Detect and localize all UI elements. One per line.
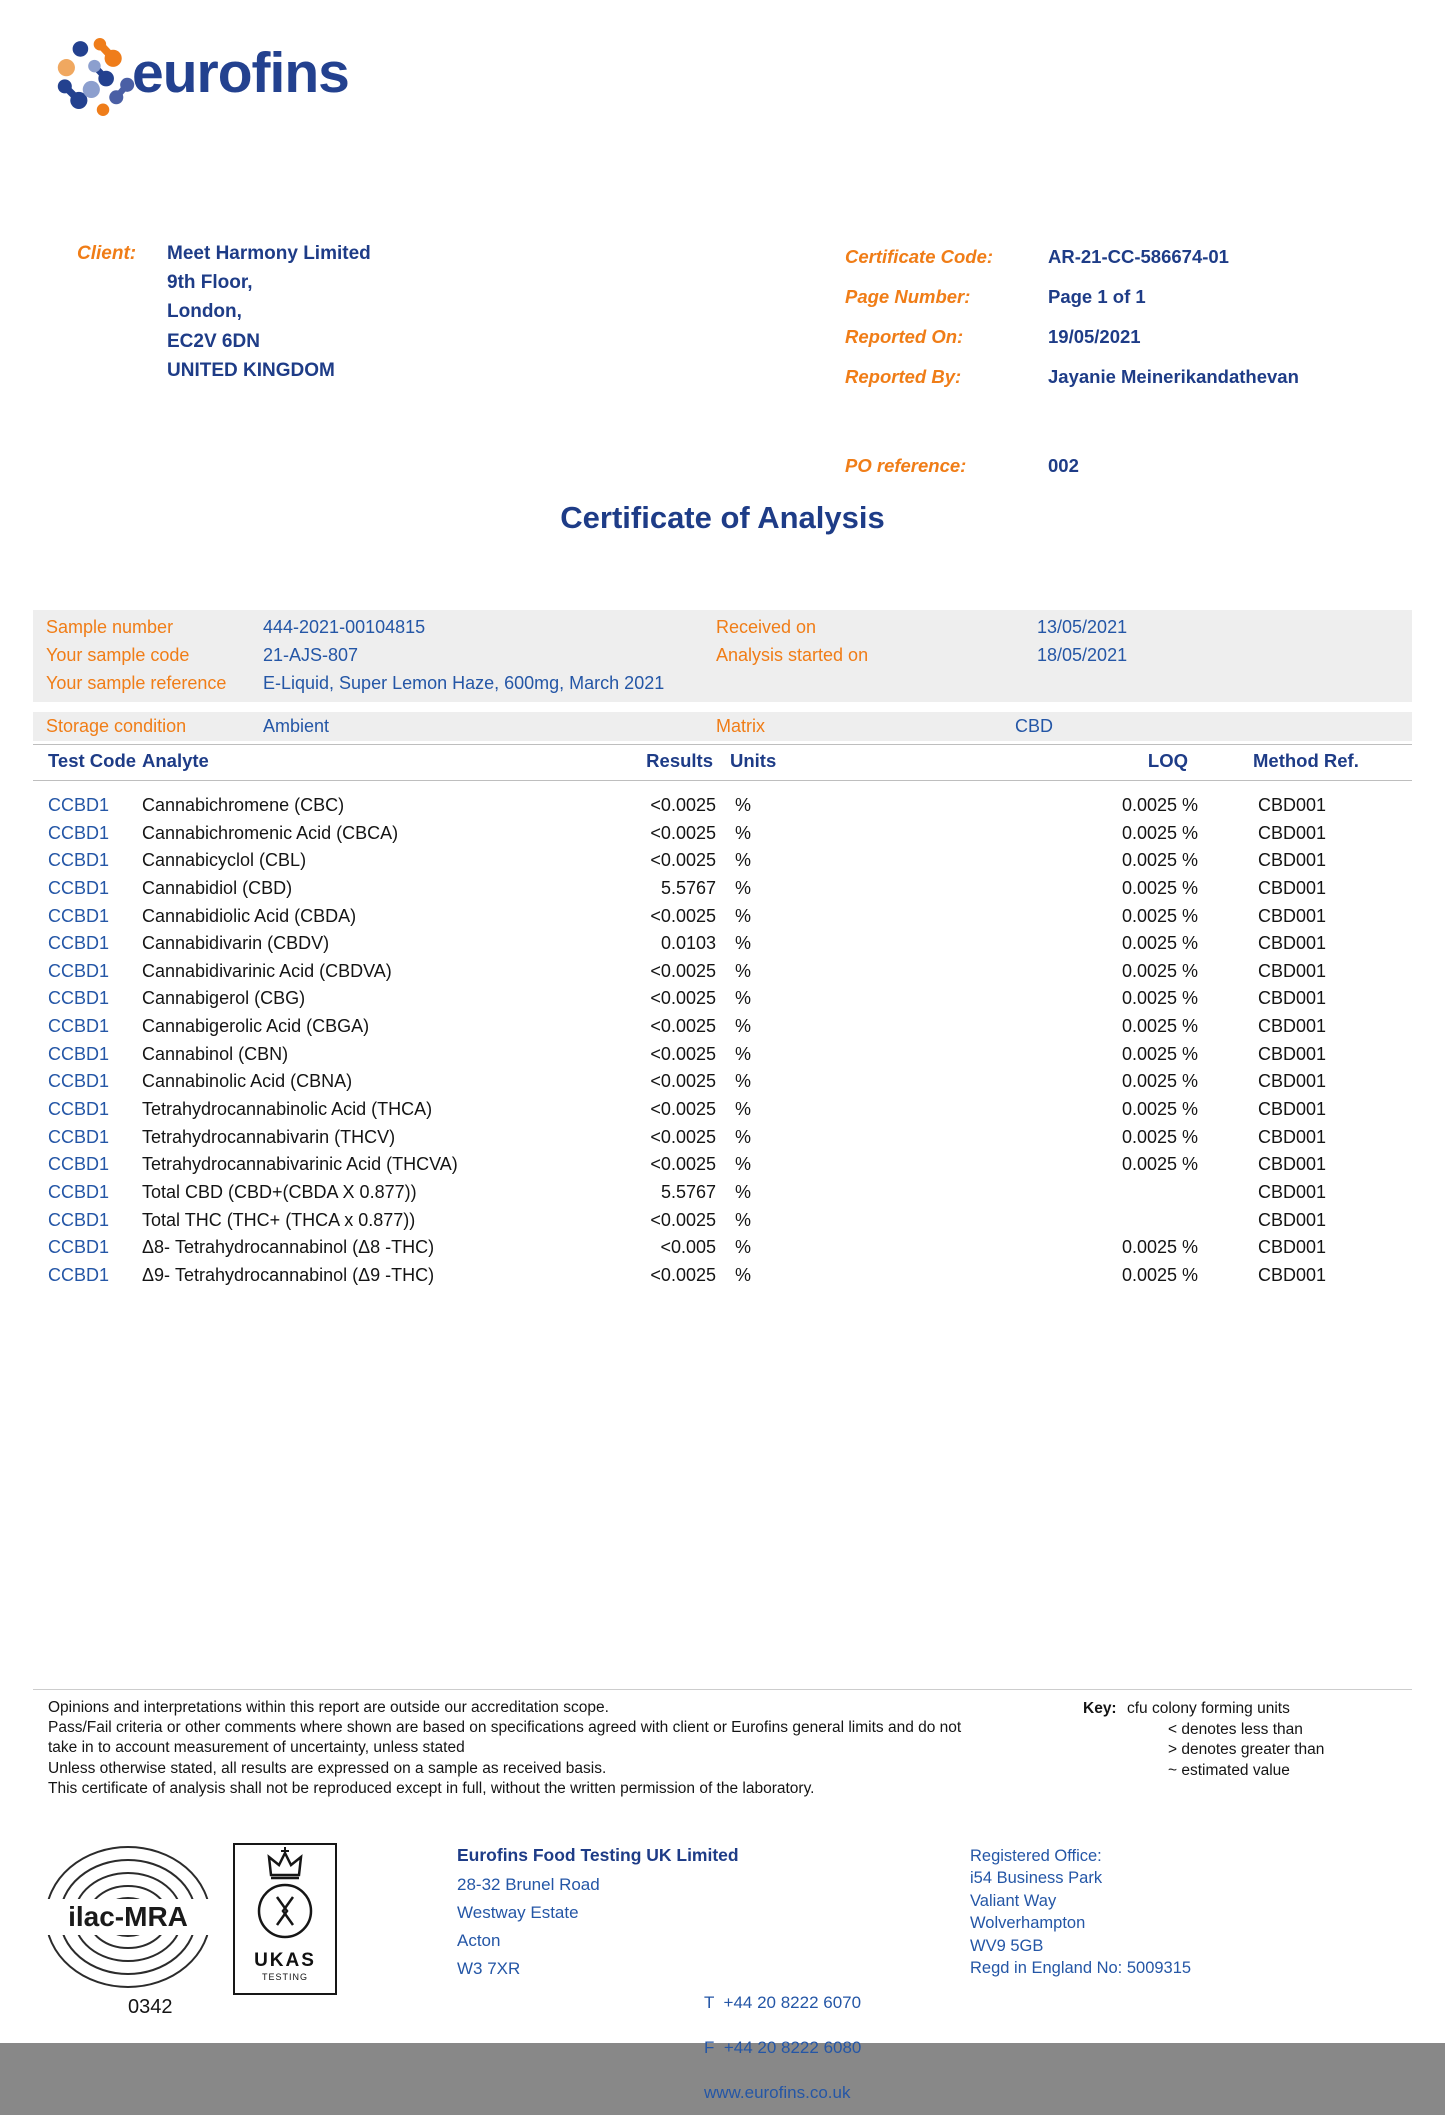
unit-cell: % [735, 1071, 752, 1092]
test-code-cell: CCBD1 [48, 988, 110, 1009]
test-code-cell: CCBD1 [48, 1126, 110, 1147]
result-row [0, 1262, 1445, 1290]
company-address-line: 28-32 Brunel Road [457, 1875, 600, 1894]
result-cell: <0.0025 [650, 822, 716, 843]
client-address-line: EC2V 6DN [167, 330, 260, 352]
test-code-cell: CCBD1 [48, 1043, 110, 1064]
po-reference-value: 002 [1048, 455, 1079, 476]
page-title: Certificate of Analysis [560, 500, 885, 535]
registered-office [970, 1845, 1191, 1979]
key-entries [1168, 1720, 1324, 1781]
unit-cell: % [735, 1099, 752, 1120]
unit-cell: % [735, 822, 752, 843]
analyte-cell: Δ9- Tetrahydrocannabinol (Δ9 -THC) [142, 1264, 435, 1285]
result-cell: <0.0025 [650, 1209, 716, 1230]
sample-field-value: 13/05/2021 [1037, 617, 1128, 637]
company-address-line: Acton [457, 1931, 501, 1950]
result-row [0, 1124, 1445, 1152]
meta-value: Page 1 of 1 [1048, 286, 1146, 307]
method-ref-cell: CBD001 [1258, 850, 1327, 871]
result-row [0, 1179, 1445, 1207]
unit-cell: % [735, 1126, 752, 1147]
result-row [0, 1013, 1445, 1041]
unit-cell: % [735, 933, 752, 954]
method-ref-cell: CBD001 [1258, 988, 1327, 1009]
loq-cell: 0.0025 % [1121, 877, 1198, 898]
loq-cell: 0.0025 % [1121, 905, 1198, 926]
contact-info [704, 1845, 861, 2115]
analyte-cell: Tetrahydrocannabivarinic Acid (THCVA) [142, 1154, 458, 1175]
result-cell: <0.0025 [650, 1099, 716, 1120]
test-code-cell: CCBD1 [48, 1264, 110, 1285]
sample-info-panel [33, 610, 1412, 702]
meta-value: Jayanie Meinerikandathevan [1048, 366, 1299, 387]
disclaimer-line: Unless otherwise stated, all results are expressed on a sample as received basis. [48, 1759, 607, 1777]
analyte-cell: Δ8- Tetrahydrocannabinol (Δ8 -THC) [142, 1237, 435, 1258]
result-cell: <0.0025 [650, 960, 716, 981]
eurofins-wordmark: eurofins [132, 41, 349, 105]
result-row [0, 958, 1445, 986]
key-entry: ~ estimated value [1168, 1761, 1290, 1779]
loq-cell: 0.0025 % [1121, 988, 1198, 1009]
meta-label: Certificate Code: [845, 246, 994, 267]
sample-field-value: 21-AJS-807 [263, 645, 359, 665]
matrix-value: CBD [1015, 716, 1054, 736]
method-ref-cell: CBD001 [1258, 1071, 1327, 1092]
analyte-cell: Cannabidivarin (CBDV) [142, 933, 330, 954]
result-cell: <0.0025 [650, 1126, 716, 1147]
method-ref-cell: CBD001 [1258, 822, 1327, 843]
result-cell: <0.005 [660, 1237, 716, 1258]
eurofins-molecule-icon [57, 38, 135, 121]
unit-cell: % [735, 960, 752, 981]
sample-field-value: 18/05/2021 [1037, 645, 1128, 665]
result-row [0, 792, 1445, 820]
method-ref-cell: CBD001 [1258, 1237, 1327, 1258]
test-code-cell: CCBD1 [48, 905, 110, 926]
client-label: Client: [77, 243, 137, 264]
method-ref-cell: CBD001 [1258, 795, 1327, 815]
footer-divider [33, 1689, 1412, 1690]
loq-cell: 0.0025 % [1121, 822, 1198, 843]
disclaimer-line: This certificate of analysis shall not be reproduced except in full, without the written permission of the laboratory. [48, 1779, 815, 1797]
ilac-mra-accreditation-stamp [42, 1843, 214, 1996]
analyte-cell: Cannabicyclol (CBL) [142, 850, 307, 871]
unit-cell: % [735, 877, 752, 898]
client-address-line: UNITED KINGDOM [167, 359, 335, 381]
method-ref-cell: CBD001 [1258, 960, 1327, 981]
test-code-cell: CCBD1 [48, 1099, 110, 1120]
test-code-cell: CCBD1 [48, 960, 110, 981]
result-cell: 5.5767 [660, 1181, 716, 1202]
unit-cell: % [735, 1043, 752, 1064]
loq-cell: 0.0025 % [1121, 850, 1198, 871]
loq-cell: 0.0025 % [1121, 1126, 1198, 1147]
sample-info-row [33, 669, 1412, 697]
storage-condition-panel [33, 712, 1412, 741]
sample-field-value: 444-2021-00104815 [263, 617, 426, 637]
storage-row [33, 712, 1412, 740]
method-ref-cell: CBD001 [1258, 1209, 1327, 1230]
result-cell: <0.0025 [650, 850, 716, 871]
test-code-cell: CCBD1 [48, 1071, 110, 1092]
loq-cell: 0.0025 % [1121, 795, 1198, 815]
results-table-body [0, 792, 1445, 1290]
sample-field-value: E-Liquid, Super Lemon Haze, 600mg, March 2021 [263, 673, 665, 693]
method-ref-cell: CBD001 [1258, 1043, 1327, 1064]
key-entry: > denotes greater than [1168, 1741, 1325, 1759]
key-label: Key: [1083, 1700, 1117, 1717]
analyte-cell: Cannabinolic Acid (CBNA) [142, 1071, 353, 1092]
test-code-cell: CCBD1 [48, 1154, 110, 1175]
unit-cell: % [735, 850, 752, 871]
result-row [0, 1207, 1445, 1235]
result-cell: <0.0025 [650, 1264, 716, 1285]
analyte-cell: Total THC (THC+ (THCA x 0.877)) [142, 1209, 416, 1230]
sample-field-label: Analysis started on [716, 645, 869, 665]
test-code-cell: CCBD1 [48, 933, 110, 954]
loq-cell: 0.0025 % [1121, 1237, 1198, 1258]
meta-value: 19/05/2021 [1048, 326, 1141, 347]
method-ref-cell: CBD001 [1258, 1181, 1327, 1202]
column-header-analyte: Analyte [142, 750, 209, 771]
ukas-testing-badge [233, 1843, 337, 1995]
meta-label: Reported By: [845, 366, 962, 387]
sample-field-label: Received on [716, 617, 817, 637]
result-cell: <0.0025 [650, 988, 716, 1009]
result-row [0, 930, 1445, 958]
unit-cell: % [735, 1264, 752, 1285]
meta-value: AR-21-CC-586674-01 [1048, 246, 1229, 267]
test-code-cell: CCBD1 [48, 877, 110, 898]
method-ref-cell: CBD001 [1258, 905, 1327, 926]
result-cell: <0.0025 [650, 1071, 716, 1092]
registered-office-line: Registered Office: [970, 1847, 1102, 1865]
client-address-line: 9th Floor, [167, 272, 253, 294]
result-row [0, 820, 1445, 848]
analyte-cell: Tetrahydrocannabivarin (THCV) [142, 1126, 396, 1147]
key-intro: cfu colony forming units [1127, 1700, 1290, 1717]
result-cell: 0.0103 [660, 933, 716, 954]
company-address-line: W3 7XR [457, 1959, 521, 1978]
storage-value: Ambient [263, 716, 330, 736]
registered-office-line: WV9 5GB [970, 1936, 1044, 1955]
result-cell: <0.0025 [650, 905, 716, 926]
meta-label: Page Number: [845, 286, 971, 307]
method-ref-cell: CBD001 [1258, 1099, 1327, 1120]
table-divider-header [33, 780, 1412, 781]
disclaimer-text [48, 1698, 961, 1799]
method-ref-cell: CBD001 [1258, 877, 1327, 898]
column-header-results: Results [646, 750, 713, 771]
result-row [0, 875, 1445, 903]
client-address-line: London, [167, 301, 242, 323]
key-entry: < denotes less than [1168, 1721, 1303, 1738]
column-header-test-code: Test Code [48, 750, 137, 771]
result-row [0, 903, 1445, 931]
sample-info-row [33, 613, 1412, 641]
test-code-cell: CCBD1 [48, 795, 110, 815]
unit-cell: % [735, 1181, 752, 1202]
test-code-cell: CCBD1 [48, 1016, 110, 1037]
company-address [457, 1871, 600, 1983]
result-cell: <0.0025 [650, 1016, 716, 1037]
sample-field-label: Your sample reference [46, 673, 227, 693]
column-header-method-ref: Method Ref. [1253, 750, 1359, 771]
column-header-loq: LOQ [1147, 750, 1188, 771]
result-row [0, 1234, 1445, 1262]
unit-cell: % [735, 1237, 752, 1258]
loq-cell: 0.0025 % [1121, 1071, 1198, 1092]
method-ref-cell: CBD001 [1258, 1264, 1327, 1285]
result-row [0, 1041, 1445, 1069]
contact-line: www.eurofins.co.uk [704, 2083, 851, 2102]
loq-cell: 0.0025 % [1121, 1043, 1198, 1064]
loq-cell: 0.0025 % [1121, 933, 1198, 954]
method-ref-cell: CBD001 [1258, 1016, 1327, 1037]
company-name: Eurofins Food Testing UK Limited [457, 1845, 739, 1865]
analyte-cell: Cannabigerolic Acid (CBGA) [142, 1016, 370, 1037]
result-row [0, 1068, 1445, 1096]
po-reference-label: PO reference: [845, 455, 967, 476]
result-cell: <0.0025 [650, 795, 716, 815]
loq-cell: 0.0025 % [1121, 1264, 1198, 1285]
table-divider-top [33, 744, 1412, 745]
loq-cell: 0.0025 % [1121, 1154, 1198, 1175]
registered-office-line: Valiant Way [970, 1891, 1057, 1910]
svg-text:ilac-MRA: ilac-MRA [68, 1901, 188, 1932]
result-row [0, 1151, 1445, 1179]
result-cell: 5.5767 [660, 877, 716, 898]
registered-office-line: Regd in England No: 5009315 [970, 1959, 1192, 1978]
unit-cell: % [735, 988, 752, 1009]
analyte-cell: Cannabichromene (CBC) [142, 795, 345, 815]
registered-office-line: i54 Business Park [970, 1869, 1103, 1888]
test-code-cell: CCBD1 [48, 850, 110, 871]
registered-office-line: Wolverhampton [970, 1914, 1086, 1933]
analyte-cell: Cannabidiolic Acid (CBDA) [142, 905, 357, 926]
company-address-line: Westway Estate [457, 1903, 579, 1922]
contact-line: F +44 20 8222 6080 [704, 2038, 862, 2057]
contact-line: T +44 20 8222 6070 [704, 1993, 862, 2012]
result-cell: <0.0025 [650, 1043, 716, 1064]
disclaimer-line: Opinions and interpretations within this report are outside our accreditation scope. [48, 1699, 609, 1716]
unit-cell: % [735, 1209, 752, 1230]
storage-label: Storage condition [46, 716, 187, 736]
unit-cell: % [735, 1016, 752, 1037]
loq-cell: 0.0025 % [1121, 1099, 1198, 1120]
loq-cell: 0.0025 % [1121, 960, 1198, 981]
result-row [0, 985, 1445, 1013]
result-row [0, 1096, 1445, 1124]
method-ref-cell: CBD001 [1258, 1154, 1327, 1175]
test-code-cell: CCBD1 [48, 1237, 110, 1258]
analyte-cell: Cannabinol (CBN) [142, 1043, 289, 1064]
disclaimer-line: Pass/Fail criteria or other comments where shown are based on specifications agreed with client or Eurofins general limits and do not [48, 1719, 962, 1737]
unit-cell: % [735, 795, 752, 815]
analyte-cell: Cannabidivarinic Acid (CBDVA) [142, 960, 392, 981]
disclaimer-line: take in to account measurement of uncertainty, unless stated [48, 1739, 465, 1757]
test-code-cell: CCBD1 [48, 1209, 110, 1230]
test-code-cell: CCBD1 [48, 1181, 110, 1202]
ukas-label: UKAS [254, 1950, 316, 1971]
analyte-cell: Tetrahydrocannabinolic Acid (THCA) [142, 1099, 433, 1120]
unit-cell: % [735, 1154, 752, 1175]
analyte-cell: Cannabidiol (CBD) [142, 877, 293, 898]
crown-icon [269, 1847, 301, 1878]
method-ref-cell: CBD001 [1258, 1126, 1327, 1147]
sample-field-label: Your sample code [46, 645, 190, 665]
result-cell: <0.0025 [650, 1154, 716, 1175]
method-ref-cell: CBD001 [1258, 933, 1327, 954]
loq-cell: 0.0025 % [1121, 1016, 1198, 1037]
ukas-testing-label: TESTING [261, 1972, 308, 1982]
matrix-label: Matrix [716, 716, 765, 736]
ukas-accreditation-number: 0342 [128, 1996, 173, 2018]
sample-info-row [33, 641, 1412, 669]
client-address-line: Meet Harmony Limited [167, 243, 371, 264]
unit-cell: % [735, 905, 752, 926]
result-row [0, 847, 1445, 875]
analyte-cell: Cannabichromenic Acid (CBCA) [142, 822, 399, 843]
column-header-units: Units [730, 750, 777, 771]
meta-label: Reported On: [845, 326, 964, 347]
test-code-cell: CCBD1 [48, 822, 110, 843]
analyte-cell: Total CBD (CBD+(CBDA X 0.877)) [142, 1181, 417, 1202]
sample-field-label: Sample number [46, 617, 174, 637]
analyte-cell: Cannabigerol (CBG) [142, 988, 306, 1009]
